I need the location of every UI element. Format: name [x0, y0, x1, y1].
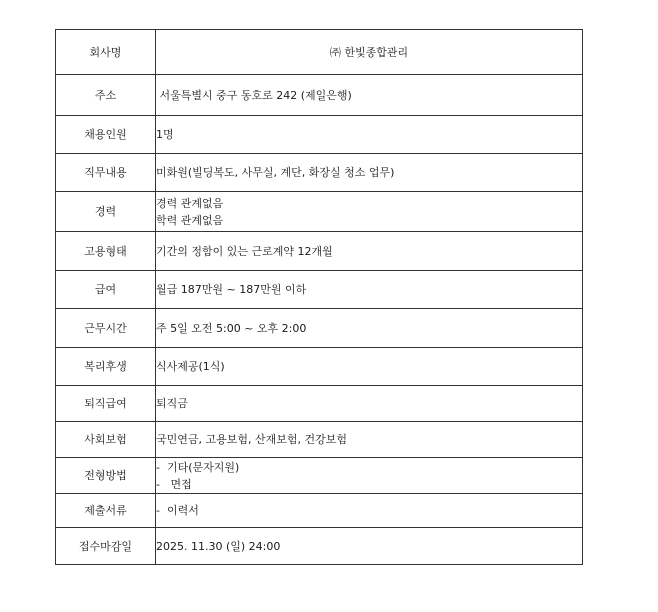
row-insurance — [56, 422, 583, 458]
selection-method-1: - 기타(문자지원) — [156, 460, 240, 474]
work-hours-text: 주 5일 오전 5:00 ~ 오후 2:00 — [156, 321, 307, 335]
severance-text: 퇴직금 — [156, 397, 188, 410]
label-company: 회사명 — [56, 30, 156, 75]
company-name: ㈜ 한빛종합관리 — [329, 45, 409, 59]
address-text: 서울특별시 중구 동호로 242 (제일은행) — [156, 88, 352, 102]
label-employment-type: 고용형태 — [56, 232, 156, 271]
row-experience — [56, 192, 583, 232]
label-salary: 급여 — [56, 271, 156, 309]
value-selection — [156, 458, 583, 494]
insurance-text: 국민연금, 고용보험, 산재보험, 건강보험 — [156, 433, 347, 446]
value-duties — [156, 154, 583, 192]
value-severance — [156, 386, 583, 422]
value-employment-type — [156, 232, 583, 271]
value-company — [156, 30, 583, 75]
value-work-hours — [156, 309, 583, 348]
row-selection — [56, 458, 583, 494]
benefits-text: 식사제공(1식) — [156, 360, 225, 373]
row-address — [56, 75, 583, 116]
value-experience — [156, 192, 583, 232]
label-duties: 직무내용 — [56, 154, 156, 192]
value-deadline — [156, 528, 583, 565]
label-experience: 경력 — [56, 192, 156, 232]
job-posting-table — [55, 29, 583, 565]
row-duties — [56, 154, 583, 192]
label-address: 주소 — [56, 75, 156, 116]
label-headcount: 채용인원 — [56, 116, 156, 154]
value-documents — [156, 494, 583, 528]
employment-type-text: 기간의 정함이 있는 근로계약 12개월 — [156, 244, 333, 258]
label-documents: 제출서류 — [56, 494, 156, 528]
row-documents — [56, 494, 583, 528]
duties-text: 미화원(빌딩복도, 사무실, 계단, 화장실 청소 업무) — [156, 166, 395, 179]
documents-text: - 이력서 — [156, 504, 199, 517]
selection-method-2: - 면접 — [156, 477, 192, 491]
value-insurance — [156, 422, 583, 458]
experience-text: 경력 관계없음 — [156, 196, 224, 210]
row-deadline — [56, 528, 583, 565]
value-benefits — [156, 348, 583, 386]
deadline-text: 2025. 11.30 (일) 24:00 — [156, 539, 281, 553]
label-selection: 전형방법 — [56, 458, 156, 494]
value-headcount — [156, 116, 583, 154]
headcount-text: 1명 — [156, 128, 174, 141]
label-benefits: 복리후생 — [56, 348, 156, 386]
row-company — [56, 30, 583, 75]
label-insurance: 사회보험 — [56, 422, 156, 458]
label-deadline: 접수마감일 — [56, 528, 156, 565]
row-work-hours — [56, 309, 583, 348]
salary-text: 월급 187만원 ~ 187만원 이하 — [156, 283, 307, 296]
row-headcount — [56, 116, 583, 154]
row-salary — [56, 271, 583, 309]
label-severance: 퇴직급여 — [56, 386, 156, 422]
row-severance — [56, 386, 583, 422]
education-text: 학력 관계없음 — [156, 213, 224, 227]
value-address — [156, 75, 583, 116]
row-benefits — [56, 348, 583, 386]
label-work-hours: 근무시간 — [56, 309, 156, 348]
row-employment-type — [56, 232, 583, 271]
value-salary — [156, 271, 583, 309]
